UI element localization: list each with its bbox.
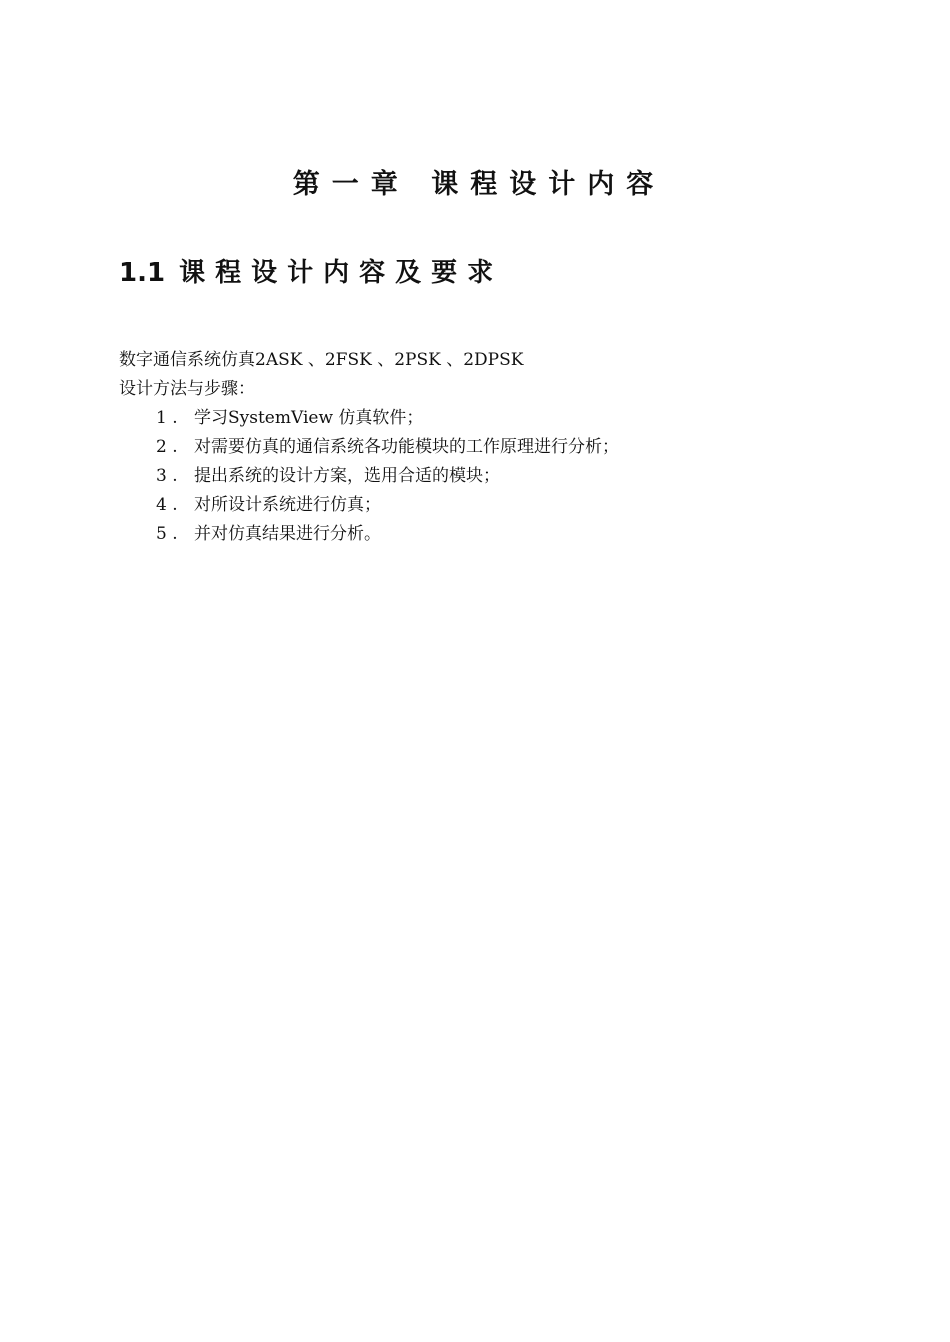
list-item [156, 433, 619, 462]
step-text: 对所设计系统进行仿真； [194, 495, 381, 515]
list-item [156, 404, 619, 433]
section-number: 1.1 [119, 258, 166, 288]
design-topic: 数字通信系统仿真2ASK 、2FSK 、2PSK 、2DPSK [119, 350, 524, 370]
step-number: 3 . [156, 466, 178, 486]
step-text: 学习SystemView 仿真软件； [194, 408, 424, 428]
step-text: 提出系统的设计方案，选用合适的模块； [194, 466, 500, 486]
chapter-title: 第一章 课程设计内容 [292, 169, 666, 200]
method-heading: 设计方法与步骤： [119, 379, 255, 399]
list-item [156, 462, 619, 491]
step-number: 1 . [156, 408, 178, 428]
step-number: 5 . [156, 524, 178, 544]
list-item [156, 491, 619, 520]
section-title: 课程设计内容及要求 [179, 258, 504, 288]
list-item [156, 520, 619, 549]
step-text: 并对仿真结果进行分析。 [194, 524, 381, 544]
steps-list [156, 404, 619, 549]
step-number: 2 . [156, 437, 178, 457]
step-number: 4 . [156, 495, 178, 515]
step-text: 对需要仿真的通信系统各功能模块的工作原理进行分析； [194, 437, 619, 457]
section-heading [119, 252, 503, 289]
